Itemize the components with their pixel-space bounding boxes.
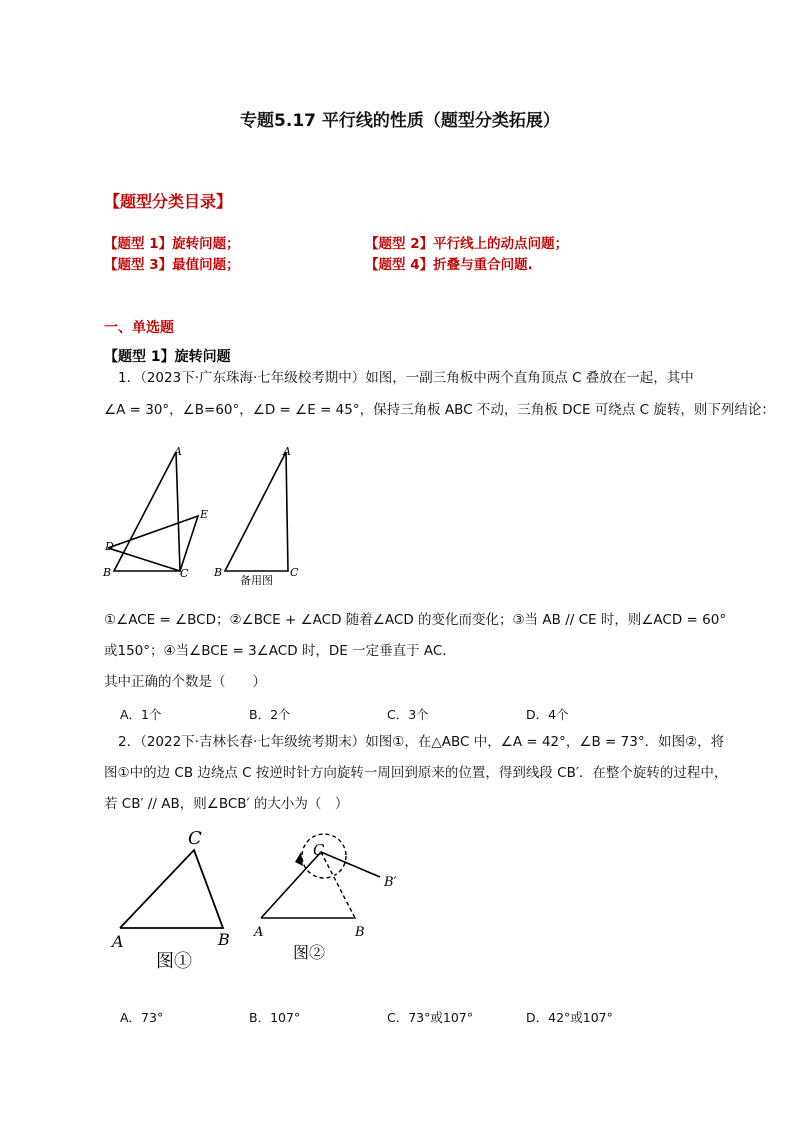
fig2-label-a: A [254, 925, 264, 940]
q2-figures [108, 822, 418, 982]
q1-line2: ∠A = 30°，∠B=60°，∠D = ∠E = 45°，保持三角板 ABC 不动，三角板 DCE 可绕点 C 旋转，则下列结论： [104, 402, 775, 418]
triangle-dce [108, 516, 198, 571]
type1-heading: 【题型 1】旋转问题 [104, 349, 231, 365]
q1-option-b: B．2个 [249, 707, 291, 722]
label-b: B [103, 566, 112, 579]
fig1-triangle [120, 850, 223, 928]
q2-line2: 图①中的边 CB 边绕点 C 按逆时针方向旋转一周回到原来的位置，得到线段 CB′．在整个旋转的过程中， [104, 765, 728, 781]
toc-item-1: 【题型 1】旋转问题； [104, 236, 240, 252]
q1-option-c: C．3个 [387, 707, 429, 722]
fig2-cb-prime [321, 852, 380, 877]
q2-line1: 2．（2022下·吉林长春·七年级统考期末）如图①，在△ABC 中，∠A = 42°，∠B = 73°．如图②，将 [118, 734, 725, 750]
page-title: 专题5.17 平行线的性质（题型分类拓展） [240, 111, 560, 131]
q2-option-c: C．73°或107° [387, 1010, 473, 1025]
fig2-label-b-prime: B′ [384, 875, 397, 890]
label-e: E [200, 508, 209, 521]
label-d: D [105, 540, 114, 553]
toc-item-4: 【题型 4】折叠与重合问题. [365, 257, 533, 273]
q1-statement2: 或150°；④当∠BCE = 3∠ACD 时，DE 一定垂直于 AC． [104, 643, 456, 659]
q1-statement1: ①∠ACE = ∠BCD；②∠BCE + ∠ACD 随着∠ACD 的变化而变化；③当 AB // CE 时，则∠ACD = 60° [104, 612, 727, 628]
fig1-label-b: B [218, 930, 230, 949]
fig2-triangle [261, 852, 355, 918]
q1-figure [100, 440, 320, 585]
fig2-caption: 图② [293, 943, 326, 962]
spare-label-b: B [214, 566, 223, 579]
toc-item-2: 【题型 2】平行线上的动点问题； [365, 236, 569, 252]
toc-item-3: 【题型 3】最值问题； [104, 257, 240, 273]
q1-line1: 1．（2023下·广东珠海·七年级校考期中）如图，一副三角板中两个直角顶点 C 叠放在一起，其中 [118, 370, 694, 386]
toc-heading: 【题型分类目录】 [104, 192, 233, 211]
spare-caption: 备用图 [240, 574, 273, 585]
fig1-caption: 图① [156, 951, 192, 972]
spare-label-c: C [290, 566, 299, 579]
fig2-label-c: C [313, 841, 325, 859]
q2-option-d: D．42°或107° [526, 1010, 613, 1025]
q1-prompt: 其中正确的个数是（ ） [104, 674, 266, 690]
spare-label-a: A [283, 445, 291, 458]
q2-option-a: A．73° [120, 1010, 164, 1025]
label-a: A [174, 445, 182, 458]
q1-option-d: D．4个 [526, 707, 569, 722]
fig2-label-b: B [355, 925, 365, 940]
q2-line3: 若 CB′ // AB，则∠BCB′ 的大小为（ ） [104, 796, 349, 812]
fig1-label-c: C [188, 828, 202, 849]
q2-option-b: B．107° [249, 1010, 301, 1025]
fig1-label-a: A [112, 932, 124, 951]
q1-option-a: A．1个 [120, 707, 162, 722]
section-heading: 一、单选题 [104, 320, 174, 336]
label-c: C [180, 567, 189, 580]
spare-triangle-abc [225, 452, 288, 571]
